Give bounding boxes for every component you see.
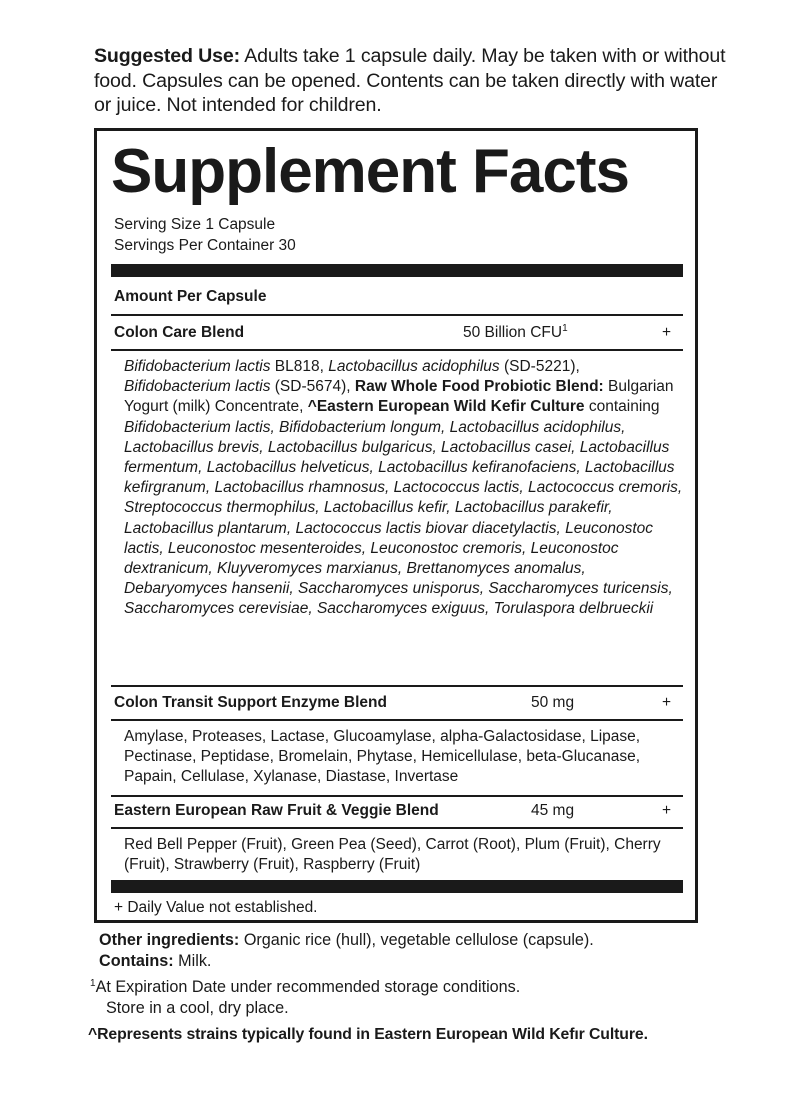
expiration-footnote-marker: 1: [90, 978, 96, 989]
rule-under-header: [111, 314, 683, 316]
blend-name-fruit-veggie: Eastern European Raw Fruit & Veggie Blend: [114, 802, 439, 819]
blend-name-enzyme: Colon Transit Support Enzyme Blend: [114, 694, 387, 711]
thick-divider-bottom: [111, 880, 683, 893]
other-ingredients-label: Other ingredients:: [99, 931, 240, 949]
rule-under-enzyme: [111, 719, 683, 721]
amount-per-capsule-header: Amount Per Capsule: [114, 288, 267, 305]
blend-name-colon-care: Colon Care Blend: [114, 324, 245, 341]
ingredients-enzyme: Amylase, Proteases, Lactase, Glucoamylase, alpha-Galactosidase, Lipase, Pectinase, Peptidase, Bromelain, Phytase, Hemicellulase, beta-Glucanase, Papain, Cellulase, Xylanase, Diastase, Invertase: [124, 728, 641, 786]
contains-label: Contains:: [99, 952, 174, 970]
suggested-use: [94, 44, 734, 118]
contains: [99, 951, 739, 972]
serving-size: Serving Size 1 Capsule: [114, 216, 276, 233]
daily-value-note: + Daily Value not established.: [114, 899, 318, 916]
blend-dv-colon-care: +: [662, 324, 672, 341]
other-ingredients: [99, 930, 739, 951]
rule-under-colon-care-ingredients: [111, 685, 683, 687]
expiration-line-1: $^1$At Expiration Date under recommended storage conditions.: [90, 978, 521, 996]
contains-text: Milk.: [178, 952, 212, 970]
suggested-use-text: Adults take 1 capsule daily. May be taken with or without food. Capsules can be opened. Contents can be taken directly with water or juice. Not intended for children.: [94, 45, 726, 116]
blend-dv-fruit-veggie: +: [662, 802, 672, 819]
footnote-marker: 1: [562, 323, 568, 334]
ingredients-fruit-veggie: Red Bell Pepper (Fruit), Green Pea (Seed), Carrot (Root), Plum (Fruit), Cherry (Fruit), Strawberry (Fruit), Raspberry (Fruit): [124, 836, 661, 874]
rule-under-enzyme-ingredients: [111, 795, 683, 797]
supplement-facts-panel: [94, 128, 698, 923]
strain-note: ^Represents strains typically found in Eastern European Wild Kefır Culture.: [88, 1026, 648, 1043]
expiration-note: [90, 977, 730, 1019]
other-ingredients-text: Organic rice (hull), vegetable cellulose (capsule).: [243, 931, 594, 949]
servings-per-container: Servings Per Container 30: [114, 237, 296, 254]
ingredients-colon-care: Bifidobacterium lactis BL818, Lactobacillus acidophilus (SD-5221), Bifidobacterium lactis (SD-5674), Raw Whole Food Probiotic Blend: Bulgarian Yogurt (milk) Concentrate, ^Eastern European Wild Kefir Culture containing Bifidobacterium lactis, Bifidobacterium longum, Lactobacillus acidophilus, Lactobacillus brevis, Lactobacillus bulgaricus, Lactobacillus casei, Lactobacillus fermentum, Lactobacillus helveticus, Lactobacillus kefiranofaciens, Lactobacillus kefirgranum, Lactobacillus rhamnosus, Lactococcus lactis, Lactococcus cremoris, Streptococcus thermophilus, Lactobacillus kefir, Lactobacillus parakefir, Lactobacillus plantarum, Lactococcus lactis biovar diacetylactis, Leuconostoc lactis, Leuconostoc mesenteroides, Leuconostoc cremoris, Leuconostoc dextranicum, Kluyveromyces marxianus, Brettanomyces anomalus, Debaryomyces hansenii, Saccharomyces unisporus, Saccharomyces turicensis, Saccharomyces cerevisiae, Saccharomyces exiguus, Torulaspora delbrueckii: [124, 358, 683, 618]
suggested-use-label: Suggested Use:: [94, 45, 240, 67]
other-info: [99, 930, 739, 972]
blend-amount-enzyme: 50 mg: [531, 694, 575, 711]
thick-divider-top: [111, 264, 683, 277]
panel-title: Supplement Facts: [111, 137, 629, 206]
blend-amount-fruit-veggie: 45 mg: [531, 802, 575, 819]
rule-under-colon-care: [111, 349, 683, 351]
expiration-line-2: Store in a cool, dry place.: [106, 999, 289, 1017]
blend-dv-enzyme: +: [662, 694, 672, 711]
blend-amount-colon-care: 50 Billion CFU$^1$: [463, 323, 568, 341]
rule-under-fruit-veggie: [111, 827, 683, 829]
